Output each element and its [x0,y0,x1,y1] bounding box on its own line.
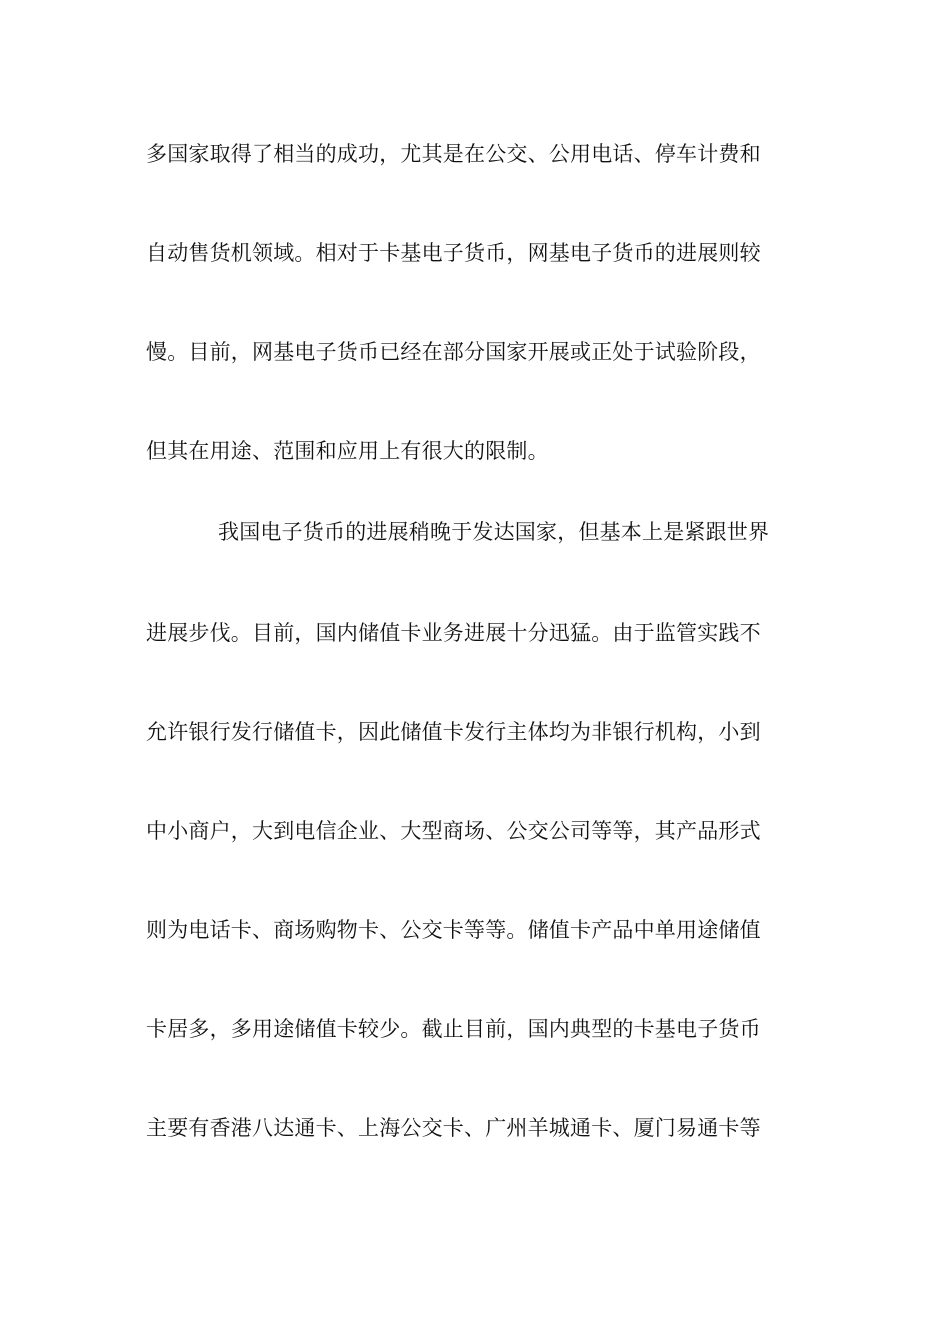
text-line: 进展步伐。目前，国内储值卡业务进展十分迅猛。由于监管实践不 [146,621,761,645]
text-line: 卡居多，多用途储值卡较少。截止目前，国内典型的卡基电子货币 [146,1017,761,1041]
text-line: 多国家取得了相当的成功，尤其是在公交、公用电话、停车计费和 [146,142,761,166]
text-line: 则为电话卡、商场购物卡、公交卡等等。储值卡产品中单用途储值 [146,918,761,942]
text-line: 主要有香港八达通卡、上海公交卡、广州羊城通卡、厦门易通卡等 [146,1116,761,1140]
text-line: 但其在用途、范围和应用上有很大的限制。 [146,439,549,463]
text-line: 慢。目前，网基电子货币已经在部分国家开展或正处于试验阶段， [146,340,761,364]
text-line: 中小商户，大到电信企业、大型商场、公交公司等等，其产品形式 [146,819,761,843]
text-line: 自动售货机领域。相对于卡基电子货币，网基电子货币的进展则较 [146,241,761,265]
text-line: 允许银行发行储值卡，因此储值卡发行主体均为非银行机构，小到 [146,720,761,744]
paragraph-start-line: 我国电子货币的进展稍晚于发达国家，但基本上是紧跟世界 [218,520,770,544]
